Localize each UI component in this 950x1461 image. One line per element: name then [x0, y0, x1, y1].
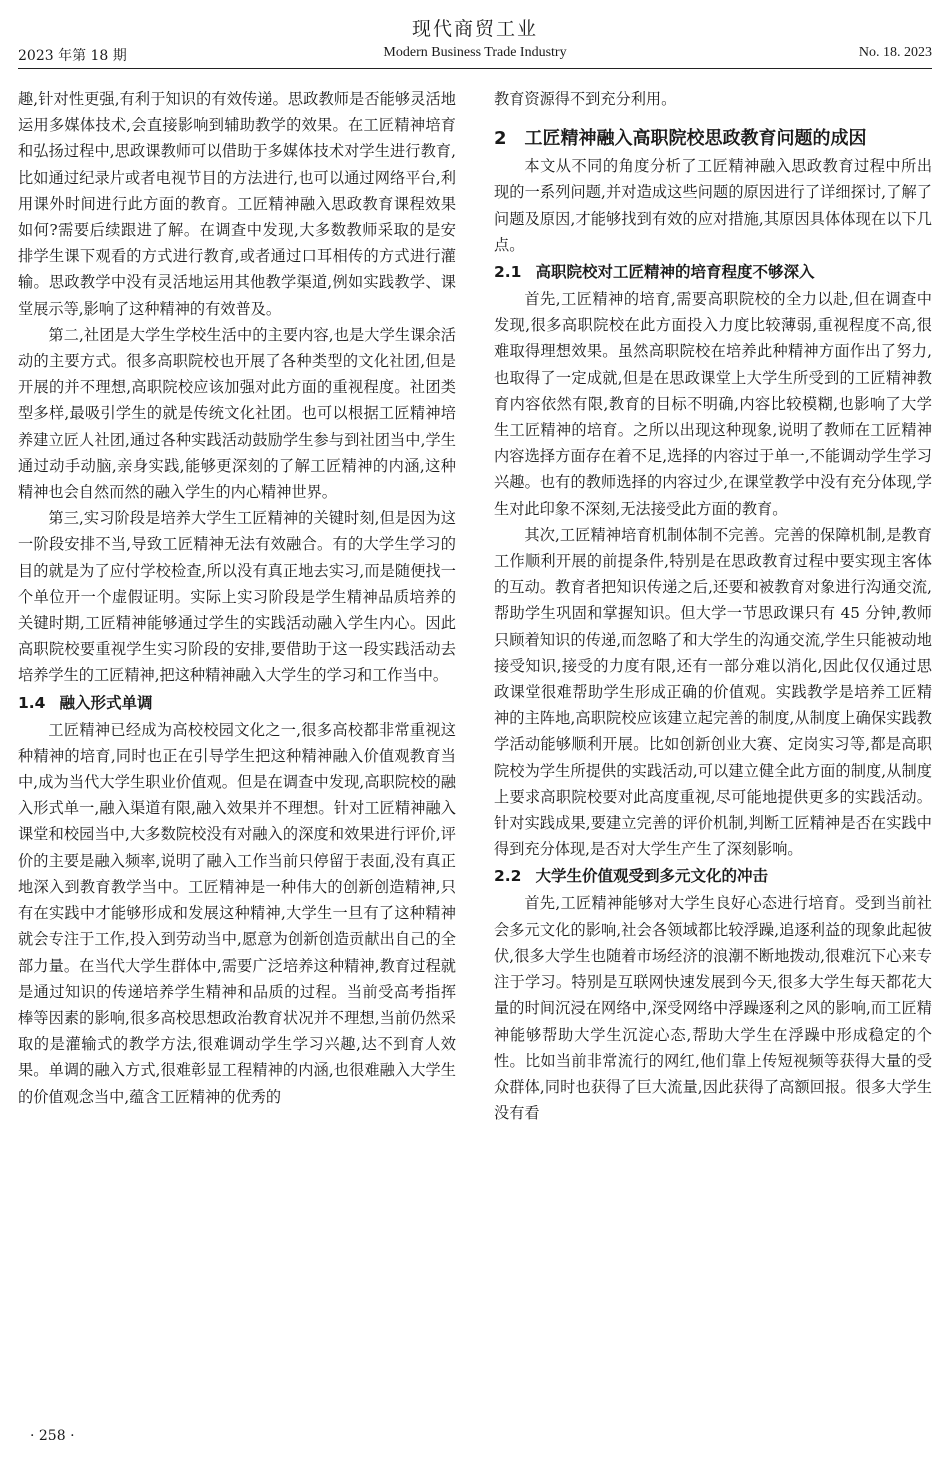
- section-number: 2: [494, 128, 507, 150]
- right-column: [494, 86, 932, 1126]
- paragraph: 第三,实习阶段是培养大学生工匠精神的关键时刻,但是因为这一阶段安排不当,导致工匠精神无法有效融合。有的大学生学习的目的就是为了应付学校检查,所以没有真正地去实习,而是随便找一个单位开一个虚假证明。实际上实习阶段是学生精神品质培养的关键时期,工匠精神能够通过学生的实践活动融入学生内心。因此高职院校要重视学生实习阶段的安排,要借助于这一段实践活动去培养学生的工匠精神,把这种精神融入大学生的学习和工作当中。: [18, 509, 456, 685]
- section-number: 2.2: [494, 867, 522, 886]
- paragraph: 首先,工匠精神能够对大学生良好心态进行培育。受到当前社会多元文化的影响,社会各领域都比较浮躁,追逐利益的现象此起彼伏,很多大学生也随着市场经济的浪潮不断地拨动,很难沉下心来专注于学习。特别是互联网快速发展到今天,很多大学生每天都花大量的时间沉浸在网络中,深受网络中浮躁逐利之风的影响,而工匠精神能够帮助大学生沉淀心态,帮助大学生在浮躁中形成稳定的个性。比如当前非常流行的网红,他们靠上传短视频等获得大量的受众群体,同时也获得了巨大流量,因此获得了高额回报。很多大学生没有看: [494, 894, 932, 1123]
- paragraph: 本文从不同的角度分析了工匠精神融入思政教育过程中所出现的一系列问题,并对造成这些问题的原因进行了详细探讨,了解了问题及原因,才能够找到有效的应对措施,其原因具体体现在以下几点。: [494, 157, 932, 254]
- paragraph: 工匠精神已经成为高校校园文化之一,很多高校都非常重视这种精神的培育,同时也正在引导学生把这种精神融入价值观教育当中,成为当代大学生职业价值观。但是在调查中发现,高职院校的融入形式单一,融入渠道有限,融入效果并不理想。针对工匠精神融入课堂和校园当中,大多数院校没有对融入的深度和效果进行评价,评价的主要是融入频率,说明了融入工作当前只停留于表面,没有真正地深入到教育教学当中。工匠精神是一种伟大的创新创造精神,只有在实践中才能够形成和发展这种精神,大学生一旦有了这种精神就会专注于工作,投入到劳动当中,愿意为创新创造贡献出自己的全部力量。在当代大学生群体中,需要广泛培养这种精神,教育过程就是通过知识的传递培养学生精神和品质的过程。当前受高考指挥棒等因素的影响,很多高校思想政治教育状况并不理想,当前仍然采取的是灌输式的教学方法,很难调动学生学习兴趣,达不到育人效果。单调的融入方式,很难彰显工程精神的内涵,也很难融入大学生的价值观念当中,蕴含工匠精神的优秀的: [18, 720, 456, 1106]
- section-heading-2-1: [494, 258, 932, 286]
- paragraph: 第二,社团是大学生学校生活中的主要内容,也是大学生课余活动的主要方式。很多高职院校也开展了各种类型的文化社团,但是开展的并不理想,高职院校应该加强对此方面的重视程度。社团类型多样,最吸引学生的就是传统文化社团。也可以根据工匠精神培养建立匠人社团,通过各种实践活动鼓励学生参与到社团当中,学生通过动手动脑,亲身实践,能够更深刻的了解工匠精神的内涵,这种精神也会自然而然的融入学生的内心精神世界。: [18, 325, 456, 502]
- section-number: 1.4: [18, 693, 46, 712]
- paragraph: 其次,工匠精神培育机制体制不完善。完善的保障机制,是教育工作顺利开展的前提条件,特别是在思政教育过程中要实现主客体的互动。教育者把知识传递之后,还要和被教育对象进行沟通交流,帮助学生巩固和掌握知识。但大学一节思政课只有 45 分钟,教师只顾着知识的传递,而忽略了和大学生的沟通交流,学生只能被动地接受知识,接受的力度有限,还有一部分难以消化,因此仅仅通过思政课堂很难帮助学生形成正确的价值观。实践教学是培养工匠精神的主阵地,高职院校应该建立起完善的制度,从制度上确保实践教学活动能够顺利开展。比如创新创业大赛、定岗实习等,都是高职院校为学生所提供的实践活动,可以建立健全此方面的制度,从制度上要求高职院校要对此高度重视,尽可能地提供更多的实践活动。针对实践成果,要建立完善的评价机制,判断工匠精神是否在实践中得到充分体现,是否对大学生产生了深刻影响。: [494, 525, 932, 859]
- issue-label-en: No. 18. 2023: [858, 45, 932, 60]
- section-title: 高职院校对工匠精神的培育程度不够深入: [535, 263, 815, 282]
- section-title: 融入形式单调: [59, 693, 153, 712]
- section-heading-1-4: [18, 689, 456, 717]
- paragraph: 首先,工匠精神的培育,需要高职院校的全力以赴,但在调查中发现,很多高职院校在此方面投入力度比较薄弱,重视程度不高,很难取得理想效果。虽然高职院校在培养此种精神方面作出了努力,也取得了一定成就,但是在思政课堂上大学生所受到的工匠精神教育内容依然有限,教育的目标不明确,内容比较模糊,也影响了大学生工匠精神的培育。之所以出现这种现象,说明了教师在工匠精神内容选择方面存在着不足,选择的内容过于单一,不能调动学生学习兴趣。也有的教师选择的内容过少,在课堂教学中没有充分体现,学生对此印象不深刻,无法接受此方面的教育。: [494, 290, 932, 518]
- journal-title-cn: 现代商贸工业: [411, 18, 538, 40]
- left-column: [18, 86, 456, 1110]
- section-title: 大学生价值观受到多元文化的冲击: [535, 867, 768, 886]
- section-heading-2-2: [494, 862, 932, 890]
- journal-title-en: Modern Business Trade Industry: [383, 45, 567, 60]
- page-header: [0, 0, 950, 70]
- section-number: 2.1: [494, 263, 522, 282]
- issue-label-cn: 2023 年第 18 期: [18, 48, 127, 64]
- section-heading-2: [494, 124, 932, 153]
- paragraph: 教育资源得不到充分利用。: [494, 90, 677, 108]
- paragraph: 趣,针对性更强,有利于知识的有效传递。思政教师是否能够灵活地运用多媒体技术,会直接影响到辅助教学的效果。在工匠精神培育和弘扬过程中,思政课教师可以借助于多媒体技术对学生进行教育,比如通过纪录片或者电视节目的方法进行,也可以通过网络平台,利用课外时间进行此方面的教育。工匠精神融入思政教育课程效果如何?需要后续跟进了解。在调查中发现,大多数教师采取的是安排学生课下观看的方式进行教育,或者通过口耳相传的方式进行灌输。思政教学中没有灵活地运用其他教学渠道,例如实践教学、课堂展示等,影响了这种精神的有效普及。: [18, 90, 456, 318]
- header-rule: [18, 68, 932, 69]
- section-title: 工匠精神融入高职院校思政教育问题的成因: [524, 128, 867, 150]
- page-number: · 258 ·: [30, 1428, 75, 1444]
